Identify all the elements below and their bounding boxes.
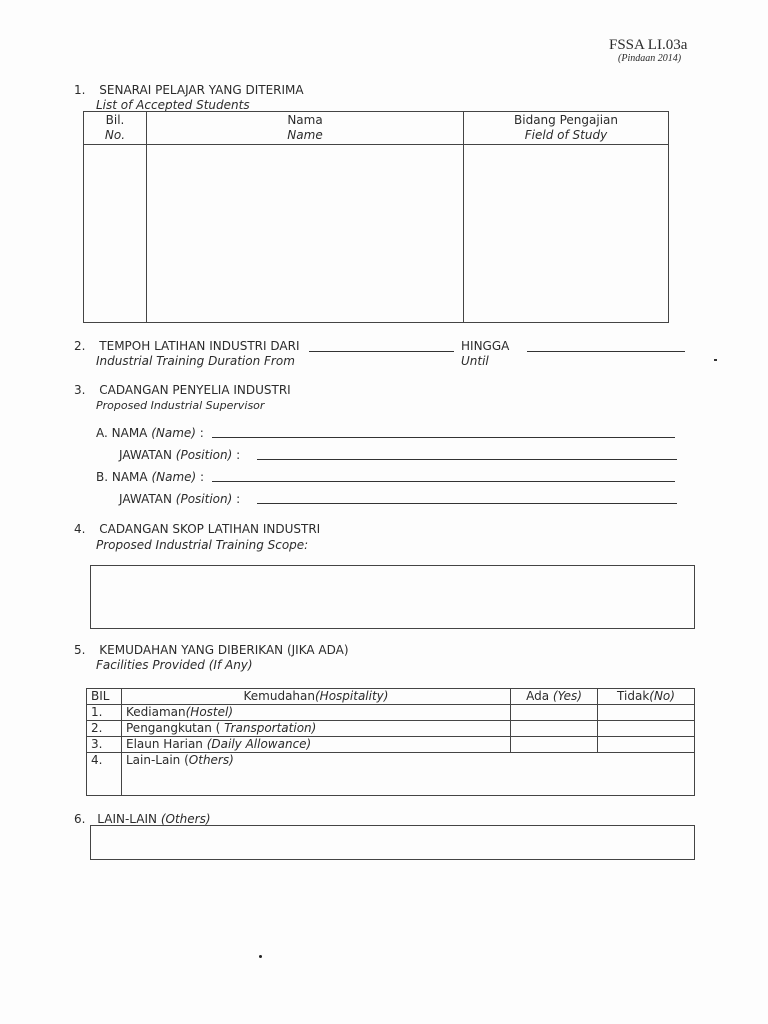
facility-name: Pengangkutan ( (126, 721, 225, 735)
col-header-facility (122, 689, 511, 705)
col-header-bil: BIL (87, 689, 122, 705)
section-1-heading (74, 83, 304, 98)
header-label: Ada (526, 689, 550, 703)
position-label-en: (Position) (175, 448, 233, 462)
duration-until-field[interactable] (527, 351, 685, 352)
section-title: CADANGAN PENYELIA INDUSTRI (99, 383, 291, 397)
row-number: 3. (87, 737, 122, 753)
yes-cell[interactable] (511, 705, 598, 721)
col-sublabel: Name (287, 128, 323, 142)
header-label: Tidak (617, 689, 650, 703)
supervisor-a-name-field[interactable] (212, 437, 675, 438)
position-label: JAWATAN (119, 448, 172, 462)
yes-cell[interactable] (511, 721, 598, 737)
facilities-table (86, 688, 695, 796)
col-header-name (147, 112, 464, 145)
cell-name[interactable] (147, 145, 464, 323)
col-header-no (84, 112, 147, 145)
section-subtitle: Industrial Training Duration From (96, 354, 295, 368)
col-label: Bil. (105, 113, 125, 127)
scan-speck (714, 359, 717, 361)
cell-field[interactable] (464, 145, 669, 323)
section-3-heading (74, 383, 291, 398)
section-title-en: (Others) (160, 812, 211, 826)
training-scope-box[interactable] (90, 565, 695, 629)
form-revision: (Pindaan 2014) (618, 53, 682, 64)
section-title: CADANGAN SKOP LATIHAN INDUSTRI (99, 522, 321, 536)
facility-label (122, 737, 511, 753)
facility-label (122, 705, 511, 721)
no-cell[interactable] (598, 705, 695, 721)
until-label: HINGGA (461, 339, 510, 353)
facility-name-en: Others) (188, 753, 234, 767)
section-title: KEMUDAHAN YANG DIBERIKAN (JIKA ADA) (99, 643, 349, 657)
section-number: 3. (74, 383, 86, 397)
facility-name: Kediaman (126, 705, 186, 719)
supervisor-b-position-label (119, 492, 240, 507)
section-number: 2. (74, 339, 86, 353)
duration-from-field[interactable] (309, 351, 454, 352)
scan-speck (259, 955, 262, 958)
position-label-en: (Position) (175, 492, 233, 506)
supervisor-a-position-label (119, 448, 240, 463)
section-4-heading (74, 522, 320, 537)
facility-name: Lain-Lain ( (126, 753, 189, 767)
section-title: SENARAI PELAJAR YANG DITERIMA (99, 83, 304, 97)
col-sublabel: No. (104, 128, 126, 142)
facility-name: Elaun Harian (126, 737, 207, 751)
supervisor-a-name-label (96, 426, 204, 441)
colon: : (232, 492, 241, 506)
row-number: 4. (87, 753, 122, 796)
facility-label (122, 721, 511, 737)
col-label: Bidang Pengajian (514, 113, 618, 127)
cell-no[interactable] (84, 145, 147, 323)
table-row (87, 705, 695, 721)
section-number: 5. (74, 643, 86, 657)
col-header-field (464, 112, 669, 145)
colon: : (195, 426, 204, 440)
name-label: A. NAMA (96, 426, 148, 440)
section-2-heading (74, 339, 300, 354)
colon: : (232, 448, 241, 462)
section-subtitle: Facilities Provided (If Any) (96, 658, 253, 672)
row-number: 2. (87, 721, 122, 737)
section-number: 6. (74, 812, 86, 826)
table-row (87, 721, 695, 737)
position-label: JAWATAN (119, 492, 172, 506)
supervisor-b-name-label (96, 470, 204, 485)
facility-name-en: (Daily Allowance) (206, 737, 312, 751)
others-box[interactable] (90, 825, 695, 860)
section-number: 4. (74, 522, 86, 536)
until-sublabel: Until (461, 354, 489, 368)
supervisor-a-position-field[interactable] (257, 459, 677, 460)
section-title: LAIN-LAIN (97, 812, 157, 826)
section-number: 1. (74, 83, 86, 97)
no-cell[interactable] (598, 737, 695, 753)
name-label-en: (Name) (151, 426, 196, 440)
section-5-heading (74, 643, 349, 658)
facility-name-en: Transportation) (224, 721, 317, 735)
supervisor-b-name-field[interactable] (212, 481, 675, 482)
section-subtitle: List of Accepted Students (96, 98, 250, 112)
colon: : (196, 470, 205, 484)
row-number: 1. (87, 705, 122, 721)
col-sublabel: Field of Study (524, 128, 608, 142)
col-header-yes (511, 689, 598, 705)
yes-cell[interactable] (511, 737, 598, 753)
accepted-students-table (83, 111, 669, 323)
name-label-en: (Name) (151, 470, 197, 484)
facility-label[interactable] (122, 753, 695, 796)
supervisor-b-position-field[interactable] (257, 503, 677, 504)
no-cell[interactable] (598, 721, 695, 737)
header-label-en: (Hospitality) (315, 689, 389, 703)
name-label: B. NAMA (96, 470, 148, 484)
form-code: FSSA LI.03a (609, 37, 688, 53)
table-row (87, 753, 695, 796)
section-title: TEMPOH LATIHAN INDUSTRI DARI (99, 339, 300, 353)
header-label: Kemudahan (243, 689, 315, 703)
section-subtitle: Proposed Industrial Supervisor (96, 399, 265, 412)
facility-name-en: (Hostel) (185, 705, 234, 719)
table-row (87, 737, 695, 753)
header-label-en: (No) (649, 689, 675, 703)
col-header-no (598, 689, 695, 705)
section-subtitle: Proposed Industrial Training Scope: (96, 538, 309, 552)
col-label: Nama (287, 113, 323, 127)
header-label-en: (Yes) (552, 689, 582, 703)
